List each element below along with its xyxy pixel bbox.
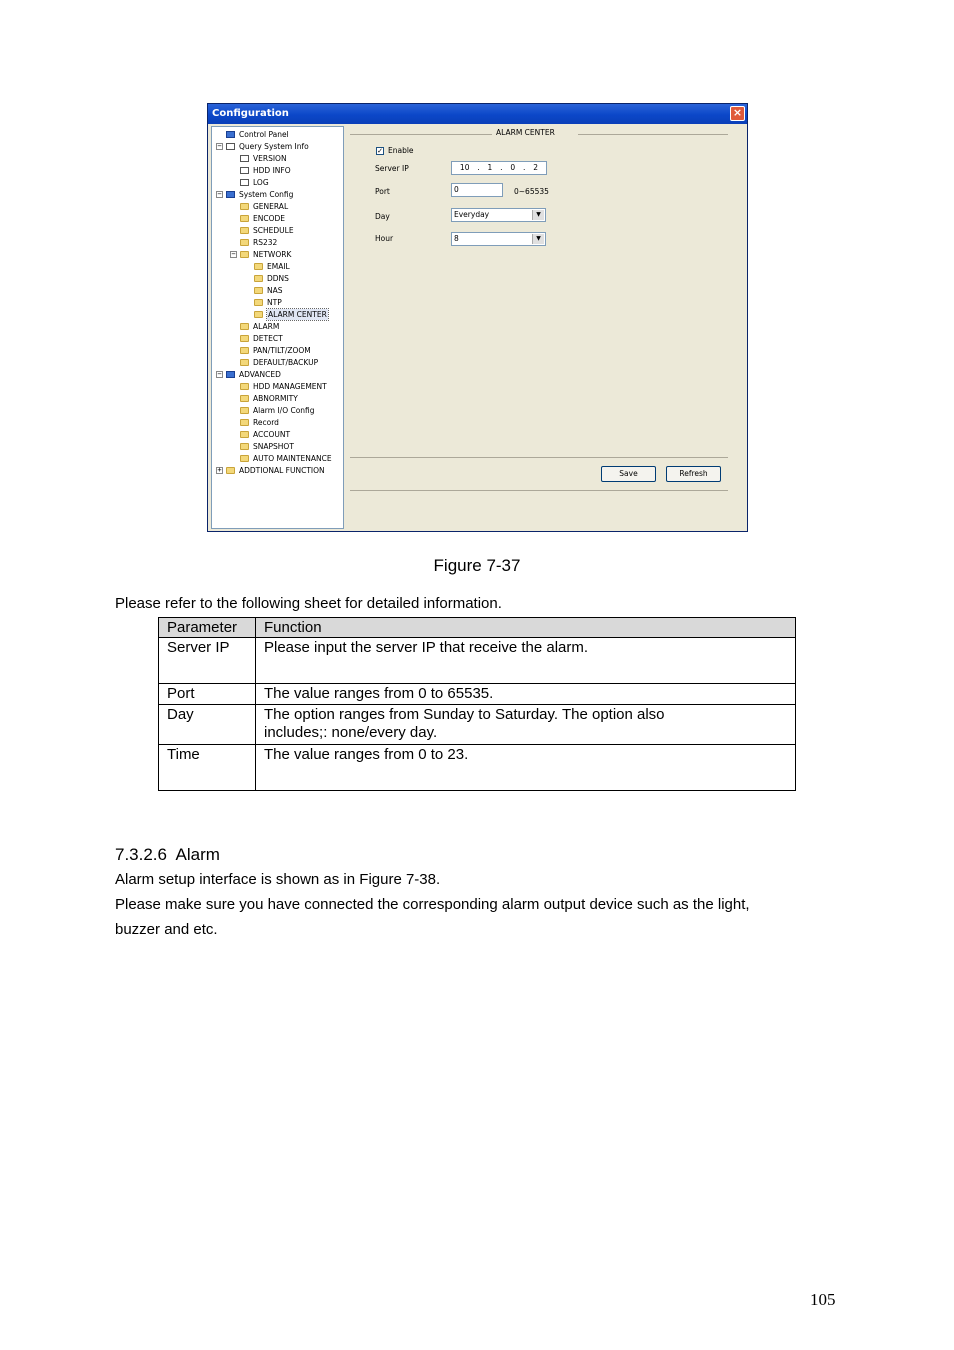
folder-icon <box>240 335 249 342</box>
tree-item[interactable] <box>226 465 325 476</box>
figure-caption: Figure 7-37 <box>433 556 521 575</box>
tree-item-label: AUTO MAINTENANCE <box>253 454 332 463</box>
tree-item-label: Record <box>253 418 279 427</box>
tree-item-label: ABNORMITY <box>253 394 298 403</box>
monitor-icon <box>226 131 235 138</box>
paragraph: Please make sure you have connected the corresponding alarm output device such as the light, <box>115 896 750 913</box>
tree-item[interactable] <box>240 225 294 236</box>
ip-octet-3: 0 <box>510 163 516 172</box>
tree-item[interactable] <box>240 177 269 188</box>
folder-icon <box>240 383 249 390</box>
tree-item[interactable] <box>240 237 277 248</box>
tree-item-label: NTP <box>267 298 282 307</box>
tree-item[interactable] <box>240 345 311 356</box>
folder-icon <box>240 455 249 462</box>
table-cell: Day <box>159 705 256 745</box>
tree-item[interactable] <box>240 357 318 368</box>
table-cell: Server IP <box>159 638 256 684</box>
collapse-icon[interactable]: − <box>217 142 222 150</box>
tree-item-label: EMAIL <box>267 262 290 271</box>
page-number: 105 <box>810 1290 836 1309</box>
hour-value: 8 <box>454 234 459 243</box>
doc-icon <box>226 143 235 150</box>
tree-item[interactable] <box>254 261 290 272</box>
chevron-down-icon[interactable]: ▼ <box>532 210 544 220</box>
expand-icon[interactable]: + <box>217 466 222 474</box>
collapse-icon[interactable]: − <box>217 190 222 198</box>
tree-item-label: HDD INFO <box>253 166 291 175</box>
collapse-icon[interactable]: − <box>217 370 222 378</box>
ip-octet-2: 1 <box>487 163 493 172</box>
alarm-center-panel <box>346 126 746 530</box>
intro-text: Please refer to the following sheet for detailed information. <box>115 595 502 612</box>
paragraph: buzzer and etc. <box>115 921 218 938</box>
tree-item[interactable] <box>226 141 309 152</box>
folder-icon <box>240 443 249 450</box>
refresh-button[interactable]: Refresh <box>666 466 721 482</box>
tree-item[interactable] <box>240 213 285 224</box>
paragraph: Alarm setup interface is shown as in Figure 7-38. <box>115 871 441 888</box>
tree-item[interactable] <box>240 153 287 164</box>
folder-icon <box>254 287 263 294</box>
tree-item[interactable] <box>240 441 294 452</box>
table-cell: The option ranges from Sunday to Saturday. The option also includes;: none/every day. <box>256 705 796 745</box>
tree-item[interactable] <box>240 165 291 176</box>
tree-item-label: ALARM CENTER <box>268 310 327 319</box>
folder-icon <box>254 275 263 282</box>
table-row <box>159 705 796 745</box>
server-ip-label: Server IP <box>375 164 409 173</box>
ip-dot: . <box>500 163 503 172</box>
tree-item[interactable] <box>240 393 298 404</box>
tree-item[interactable] <box>240 249 291 260</box>
tree-item-label: Control Panel <box>239 130 289 139</box>
tree-item[interactable] <box>240 321 279 332</box>
enable-label: Enable <box>388 146 414 155</box>
tree-item-label: PAN/TILT/ZOOM <box>253 346 311 355</box>
table-cell: Time <box>159 745 256 791</box>
ip-dot: . <box>477 163 480 172</box>
tree-item[interactable] <box>240 417 279 428</box>
folder-icon <box>240 347 249 354</box>
ip-octet-1: 10 <box>459 163 470 172</box>
enable-checkbox[interactable]: ✓ <box>377 147 383 155</box>
folder-icon <box>240 215 249 222</box>
table-cell: Port <box>159 684 256 705</box>
folder-icon <box>240 395 249 402</box>
window-titlebar <box>208 104 747 124</box>
tree-item-label: DDNS <box>267 274 289 283</box>
folder-icon <box>240 419 249 426</box>
tree-item[interactable] <box>226 189 293 200</box>
group-title: ALARM CENTER <box>496 128 555 137</box>
tree-item-label: System Config <box>239 190 294 199</box>
tree-item[interactable] <box>226 129 289 140</box>
tree-item[interactable] <box>254 309 328 320</box>
collapse-icon[interactable]: − <box>231 250 236 258</box>
tree-item-label: ACCOUNT <box>253 430 291 439</box>
config-icon <box>226 191 235 198</box>
day-value: Everyday <box>454 210 490 219</box>
tree-item-label: ADDTIONAL FUNCTION <box>239 466 325 475</box>
table-header-row <box>159 618 796 638</box>
tree-item-label: Query System Info <box>239 142 309 151</box>
folder-icon <box>254 263 263 270</box>
group-line-right <box>578 134 728 135</box>
day-select[interactable] <box>451 208 546 222</box>
panel-separator <box>350 490 728 491</box>
tree-item[interactable] <box>240 333 283 344</box>
table-header: Function <box>256 618 796 638</box>
gears-icon <box>226 371 235 378</box>
port-label: Port <box>375 187 390 196</box>
table-row <box>159 638 796 684</box>
tree-item[interactable] <box>226 369 281 380</box>
table-cell: The value ranges from 0 to 65535. <box>256 684 796 705</box>
folder-icon <box>240 431 249 438</box>
ip-octet-4: 2 <box>533 163 539 172</box>
tree-item[interactable] <box>240 453 332 464</box>
tree-item-label: HDD MANAGEMENT <box>253 382 327 391</box>
server-ip-field[interactable] <box>451 161 547 175</box>
ip-dot: . <box>523 163 526 172</box>
parameter-table <box>158 617 796 791</box>
folder-icon <box>240 323 249 330</box>
section-heading: 7.3.2.6 Alarm <box>115 845 220 864</box>
folder-icon <box>240 359 249 366</box>
tree-item-label: DEFAULT/BACKUP <box>253 358 319 367</box>
folder-icon <box>240 227 249 234</box>
folder-icon <box>240 407 249 414</box>
table-row <box>159 684 796 705</box>
panel-separator <box>350 457 728 458</box>
chevron-down-icon[interactable]: ▼ <box>532 234 544 244</box>
folder-icon <box>240 251 249 258</box>
tree-item[interactable] <box>240 381 327 392</box>
tree-item-label: Alarm I/O Config <box>253 406 315 415</box>
tree-item-label: RS232 <box>253 238 278 247</box>
window-title: Configuration <box>212 108 289 119</box>
hour-label: Hour <box>375 234 394 243</box>
port-field[interactable]: 0 <box>451 183 503 197</box>
configuration-window <box>207 103 748 532</box>
group-line-left <box>350 134 492 135</box>
folder-icon <box>240 203 249 210</box>
save-button[interactable]: Save <box>601 466 656 482</box>
tree-item-label: DETECT <box>253 334 283 343</box>
tree-item[interactable] <box>240 405 315 416</box>
folder-open-icon <box>254 311 263 318</box>
close-icon[interactable]: × <box>730 106 745 121</box>
tree-item[interactable] <box>254 285 283 296</box>
tree-item-label: VERSION <box>253 154 287 163</box>
table-cell: Please input the server IP that receive the alarm. <box>256 638 796 684</box>
tree-item-label: SNAPSHOT <box>253 442 294 451</box>
day-label: Day <box>375 212 390 221</box>
table-row <box>159 745 796 791</box>
tree-item-label: NAS <box>267 286 283 295</box>
tree-item[interactable] <box>254 273 289 284</box>
table-header: Parameter <box>159 618 256 638</box>
tree-item[interactable] <box>240 429 290 440</box>
doc-icon <box>240 179 249 186</box>
hour-select[interactable] <box>451 232 546 246</box>
tree-item-label: NETWORK <box>253 250 292 259</box>
config-tree <box>211 126 344 529</box>
tree-item-label: ADVANCED <box>239 370 281 379</box>
tree-item-label: LOG <box>253 178 269 187</box>
tree-item[interactable] <box>240 201 288 212</box>
table-cell: The value ranges from 0 to 23. <box>256 745 796 791</box>
tree-item-label: SCHEDULE <box>253 226 294 235</box>
tree-item-label: GENERAL <box>253 202 289 211</box>
doc-icon <box>240 167 249 174</box>
doc-icon <box>240 155 249 162</box>
tree-item[interactable] <box>254 297 282 308</box>
tree-item-label: ENCODE <box>253 214 286 223</box>
folder-icon <box>226 467 235 474</box>
tree-item-label: ALARM <box>253 322 280 331</box>
folder-icon <box>254 299 263 306</box>
folder-icon <box>240 239 249 246</box>
port-range-text: 0~65535 <box>514 187 549 196</box>
